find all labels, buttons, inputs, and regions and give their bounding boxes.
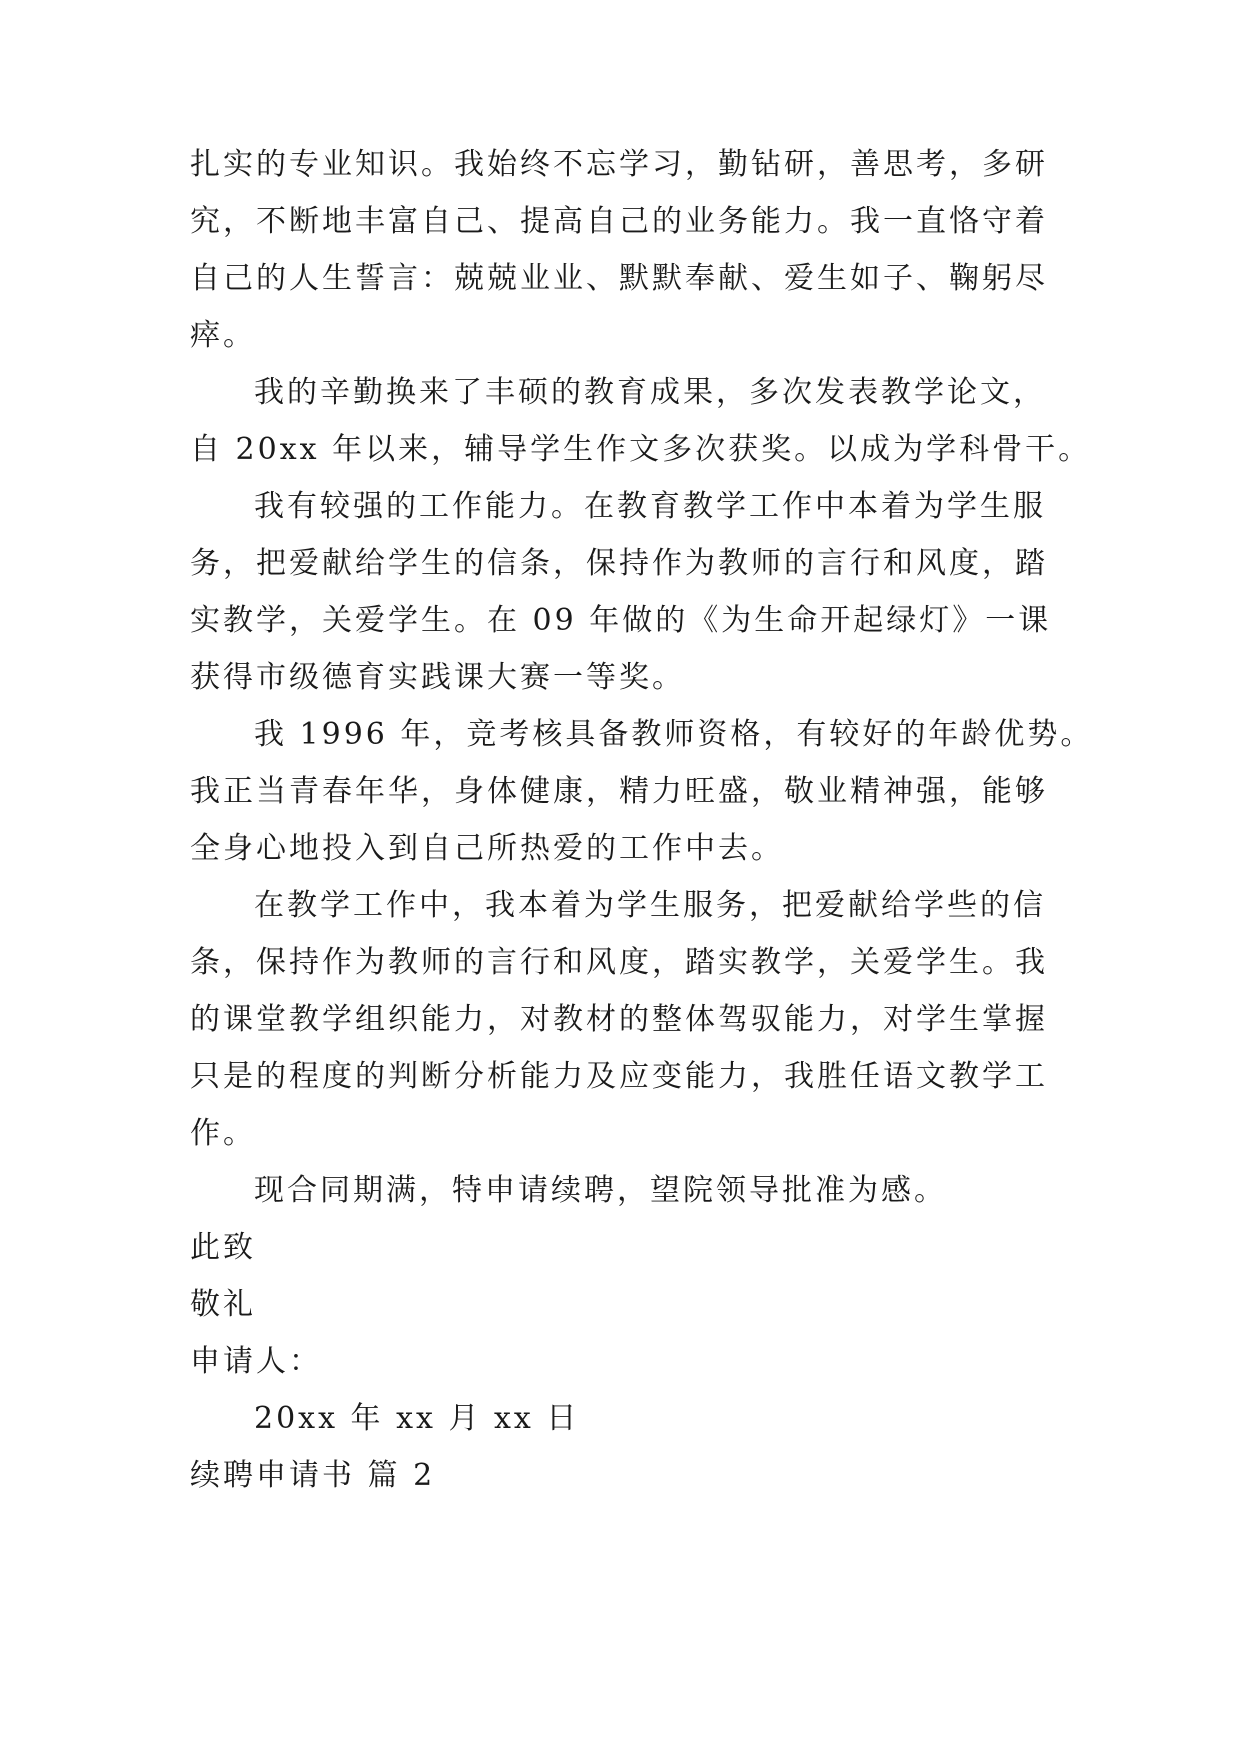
body-line: 实教学，关爱学生。在 09 年做的《为生命开起绿灯》一课 — [190, 603, 1052, 638]
body-line: 务，把爱献给学生的信条，保持作为教师的言行和风度，踏 — [190, 546, 1048, 581]
date-line: 20xx 年 xx 月 xx 日 — [254, 1401, 580, 1436]
document-body — [190, 136, 1094, 1504]
body-line: 我有较强的工作能力。在教育教学工作中本着为学生服 — [254, 489, 1046, 524]
body-line: 在教学工作中，我本着为学生服务，把爱献给学些的信 — [254, 888, 1046, 923]
body-line: 的课堂教学组织能力，对教材的整体驾驭能力，对学生掌握 — [190, 1002, 1048, 1037]
closing-line: 此致 — [190, 1230, 256, 1265]
closing-line: 敬礼 — [190, 1287, 256, 1322]
body-line: 扎实的专业知识。我始终不忘学习，勤钻研，善思考，多研 — [190, 147, 1048, 182]
body-line: 究，不断地丰富自己、提高自己的业务能力。我一直恪守着 — [190, 204, 1048, 239]
applicant-label: 申请人： — [190, 1344, 322, 1379]
body-line: 现合同期满，特申请续聘，望院领导批准为感。 — [254, 1173, 947, 1208]
body-line: 自 20xx 年以来，辅导学生作文多次获奖。以成为学科骨干。 — [190, 432, 1092, 467]
body-line: 条，保持作为教师的言行和风度，踏实教学，关爱学生。我 — [190, 945, 1048, 980]
body-line: 全身心地投入到自己所热爱的工作中去。 — [190, 831, 784, 866]
body-line: 只是的程度的判断分析能力及应变能力，我胜任语文教学工 — [190, 1059, 1048, 1094]
body-line: 我 1996 年，竞考核具备教师资格，有较好的年龄优势。 — [254, 717, 1094, 752]
body-line: 自己的人生誓言：兢兢业业、默默奉献、爱生如子、鞠躬尽 — [190, 261, 1048, 296]
body-line: 我的辛勤换来了丰硕的教育成果，多次发表教学论文， — [254, 375, 1046, 410]
section-heading: 续聘申请书 篇 2 — [190, 1458, 436, 1493]
body-line: 瘁。 — [190, 318, 256, 353]
body-line: 作。 — [190, 1116, 256, 1151]
body-line: 获得市级德育实践课大赛一等奖。 — [190, 660, 685, 695]
body-line: 我正当青春年华，身体健康，精力旺盛，敬业精神强，能够 — [190, 774, 1048, 809]
